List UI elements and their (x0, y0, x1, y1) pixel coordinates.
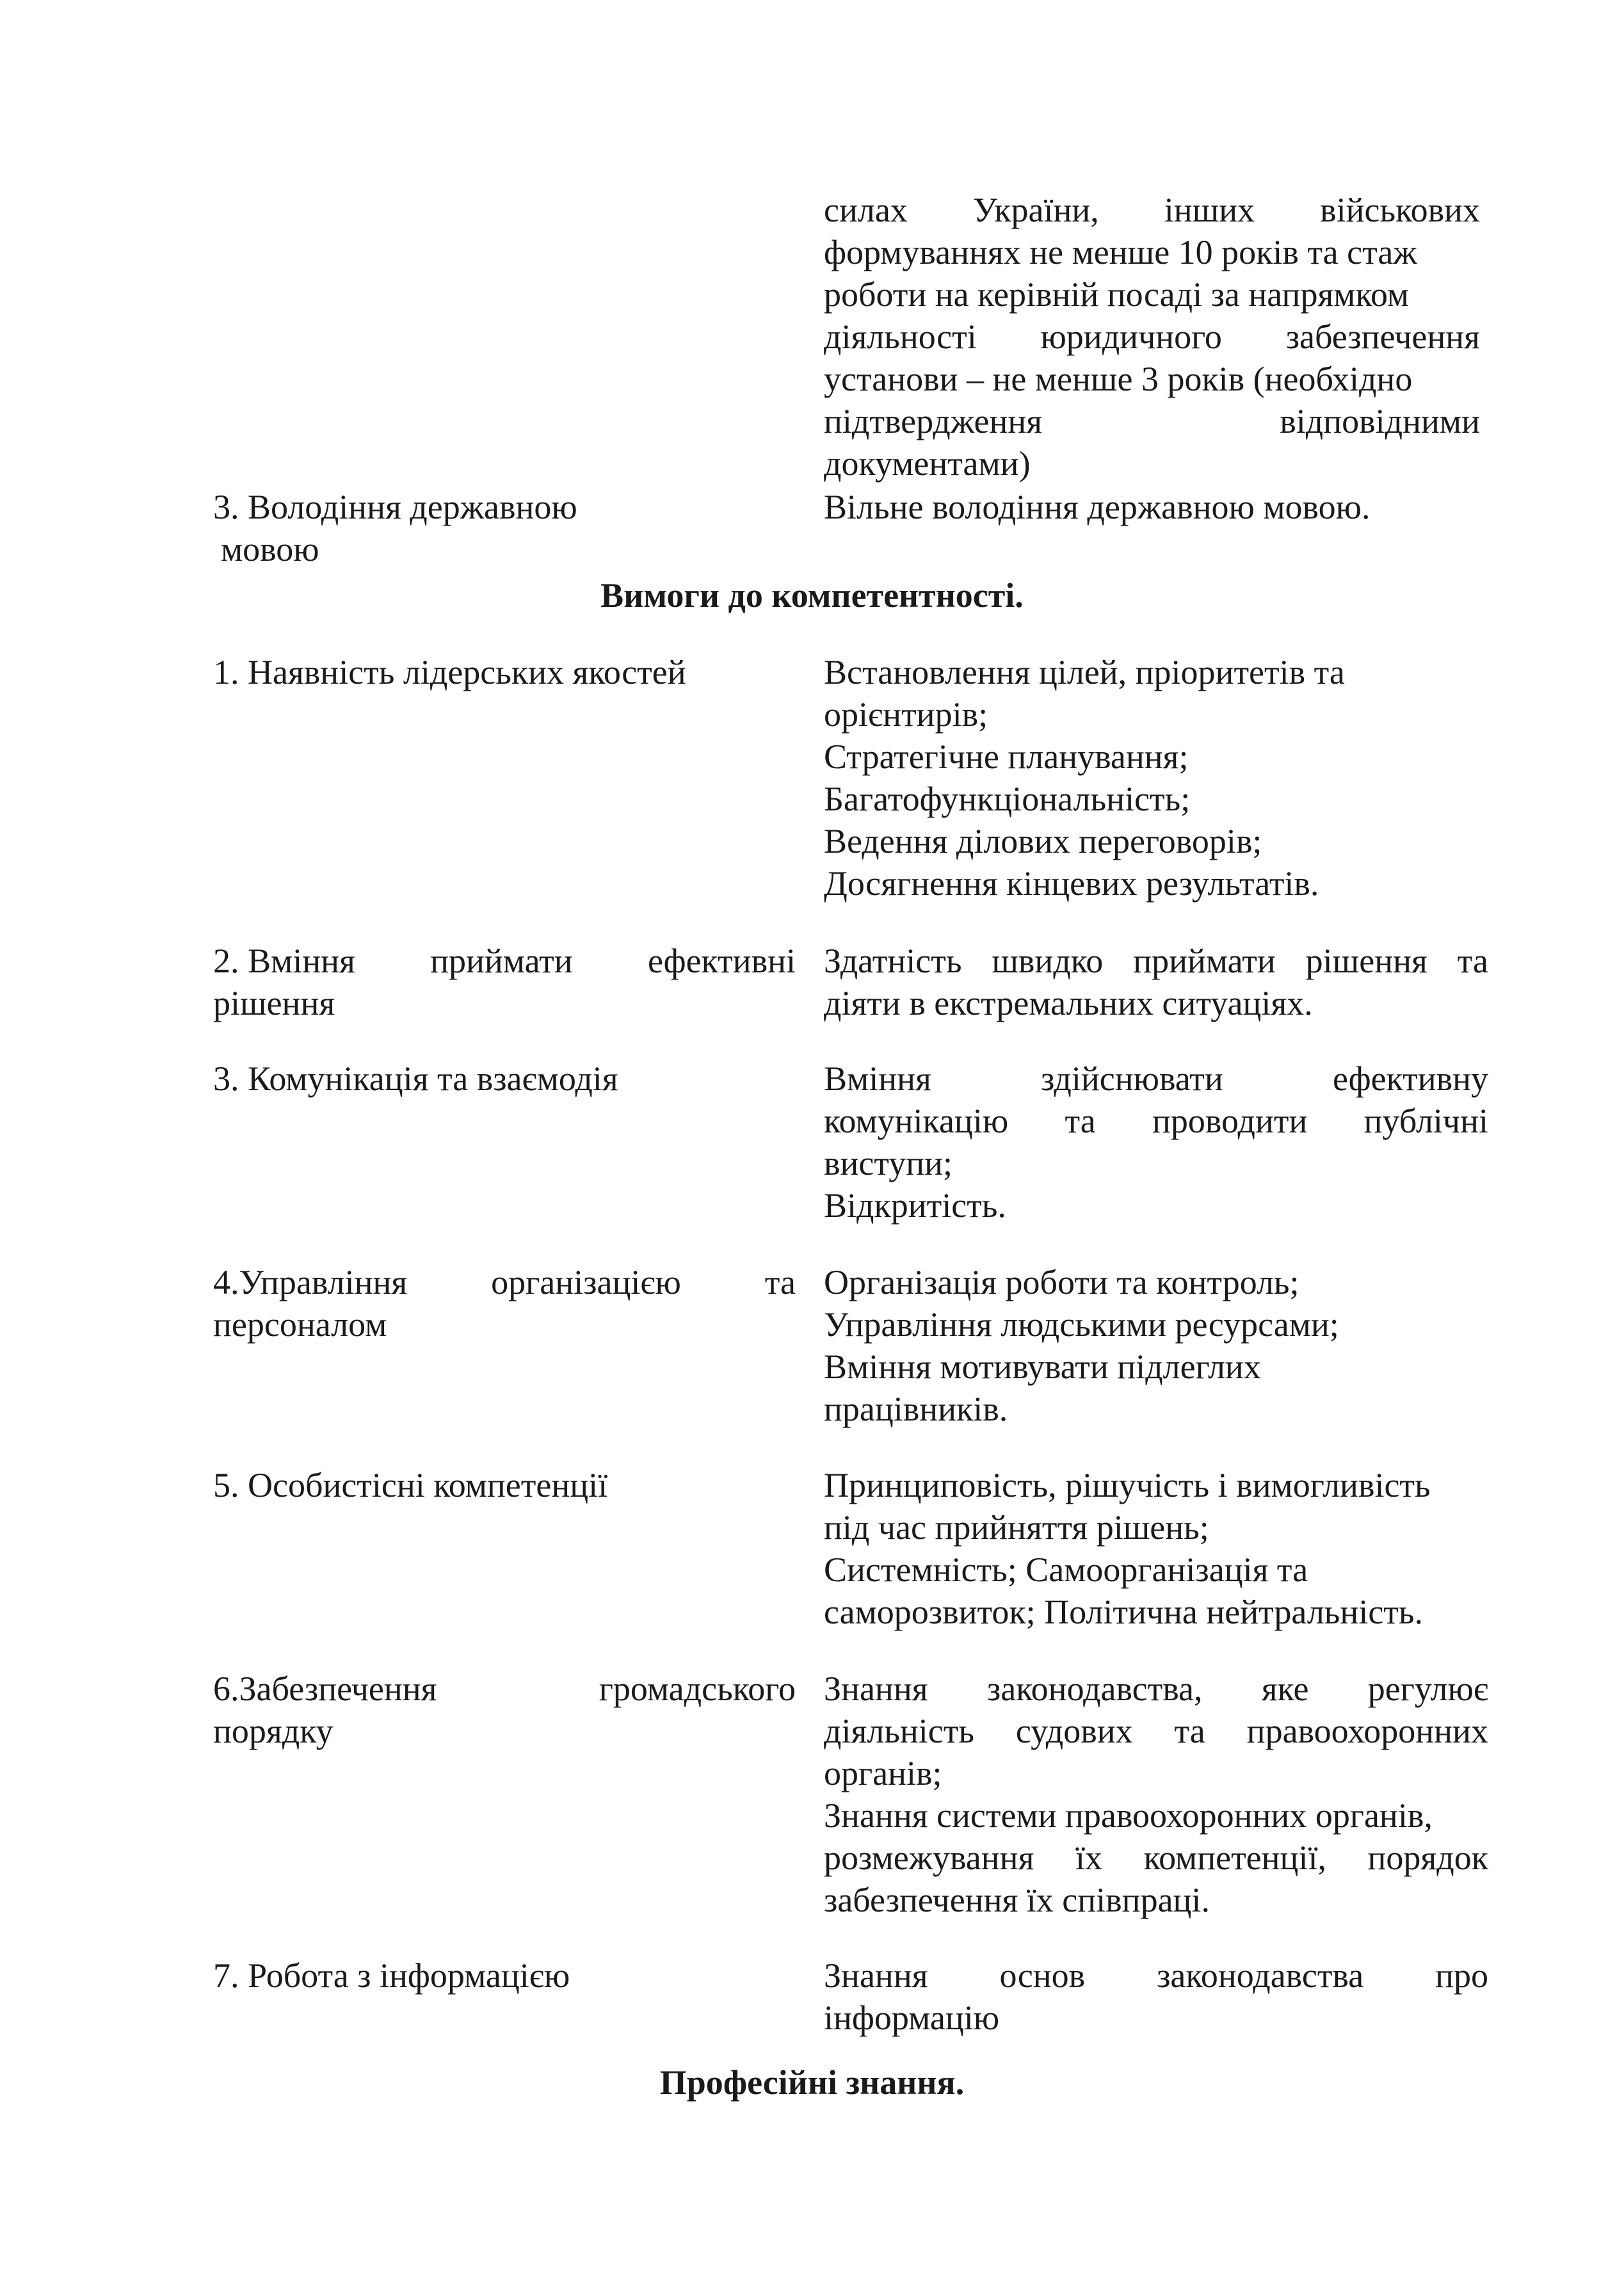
top-continuation-line-4: діяльності юридичного забезпечення (824, 318, 1480, 356)
c4-left-line-2: персоналом (213, 1305, 387, 1344)
c3-right-line-3: виступи; (824, 1144, 953, 1182)
c3-left: 3. Комунікація та взаємодія (213, 1059, 618, 1098)
c2-right-line-2: діяти в екстремальних ситуаціях. (824, 984, 1313, 1022)
c1-right-line-6: Досягнення кінцевих результатів. (824, 864, 1319, 903)
heading-knowledge: Професійні знання. (659, 2063, 965, 2102)
c3-right-line-1: Вміння здійснювати ефективну (824, 1059, 1488, 1098)
top-continuation-line-7: документами) (824, 444, 1031, 483)
c5-left: 5. Особистісні компетенції (213, 1466, 608, 1504)
c1-right-line-3: Стратегічне планування; (824, 737, 1189, 776)
lang-left-line-2: мовою (221, 530, 319, 568)
c1-right-line-4: Багатофункціональність; (824, 780, 1191, 818)
c6-right-line-4: Знання системи правоохоронних органів, (824, 1796, 1433, 1835)
c2-left-line-1: 2. Вміння приймати ефективні (213, 942, 796, 980)
c6-right-line-5: розмежування їх компетенції, порядок (824, 1839, 1488, 1877)
c6-right-line-3: органів; (824, 1754, 942, 1792)
top-continuation-line-6: підтвердження відповідними (824, 402, 1480, 440)
c4-left-line-1: 4.Управління організацією та (213, 1263, 796, 1301)
c6-right-line-6: забезпечення їх співпраці. (824, 1881, 1210, 1919)
c3-right-line-2: комунікацію та проводити публічні (824, 1102, 1488, 1140)
c5-right-line-4: саморозвиток; Політична нейтральність. (824, 1593, 1424, 1631)
c6-right-line-2: діяльність судових та правоохоронних (824, 1712, 1488, 1750)
top-continuation-line-2: формуваннях не менше 10 років та стаж (824, 233, 1417, 271)
c4-right-line-4: працівників. (824, 1390, 1008, 1428)
c4-right-line-3: Вміння мотивувати підлеглих (824, 1348, 1261, 1386)
top-continuation-line-1: силах України, інших військових (824, 191, 1480, 229)
c3-right-line-4: Відкритість. (824, 1186, 1006, 1225)
c1-right-line-5: Ведення ділових переговорів; (824, 822, 1262, 860)
top-continuation-line-5: установи – не менше 3 років (необхідно (824, 360, 1413, 398)
c4-right-line-1: Організація роботи та контроль; (824, 1263, 1299, 1301)
c2-left-line-2: рішення (213, 984, 335, 1022)
c5-right-line-1: Принциповість, рішучість і вимогливість (824, 1466, 1431, 1504)
c1-right-line-1: Встановлення цілей, пріоритетів та (824, 653, 1345, 691)
c7-right-line-1: Знання основ законодавства про (824, 1956, 1488, 1995)
top-continuation-line-3: роботи на керівній посаді за напрямком (824, 275, 1410, 314)
c5-right-line-3: Системність; Самоорганізація та (824, 1550, 1308, 1589)
c7-right-line-2: інформацію (824, 1999, 1000, 2037)
heading-competence: Вимоги до компетентності. (600, 576, 1024, 615)
lang-left-line-1: 3. Володіння державною (213, 488, 577, 526)
c6-left-line-1: 6.Забезпечення громадського (213, 1670, 796, 1708)
c1-left: 1. Наявність лідерських якостей (213, 653, 686, 691)
c5-right-line-2: під час прийняття рішень; (824, 1508, 1209, 1547)
c6-left-line-2: порядку (213, 1712, 334, 1750)
lang-right: Вільне володіння державною мовою. (824, 488, 1371, 526)
c7-left: 7. Робота з інформацією (213, 1956, 570, 1995)
c2-right-line-1: Здатність швидко приймати рішення та (824, 942, 1488, 980)
c6-right-line-1: Знання законодавства, яке регулює (824, 1670, 1488, 1708)
c1-right-line-2: орієнтирів; (824, 695, 988, 734)
c4-right-line-2: Управління людськими ресурсами; (824, 1305, 1339, 1344)
